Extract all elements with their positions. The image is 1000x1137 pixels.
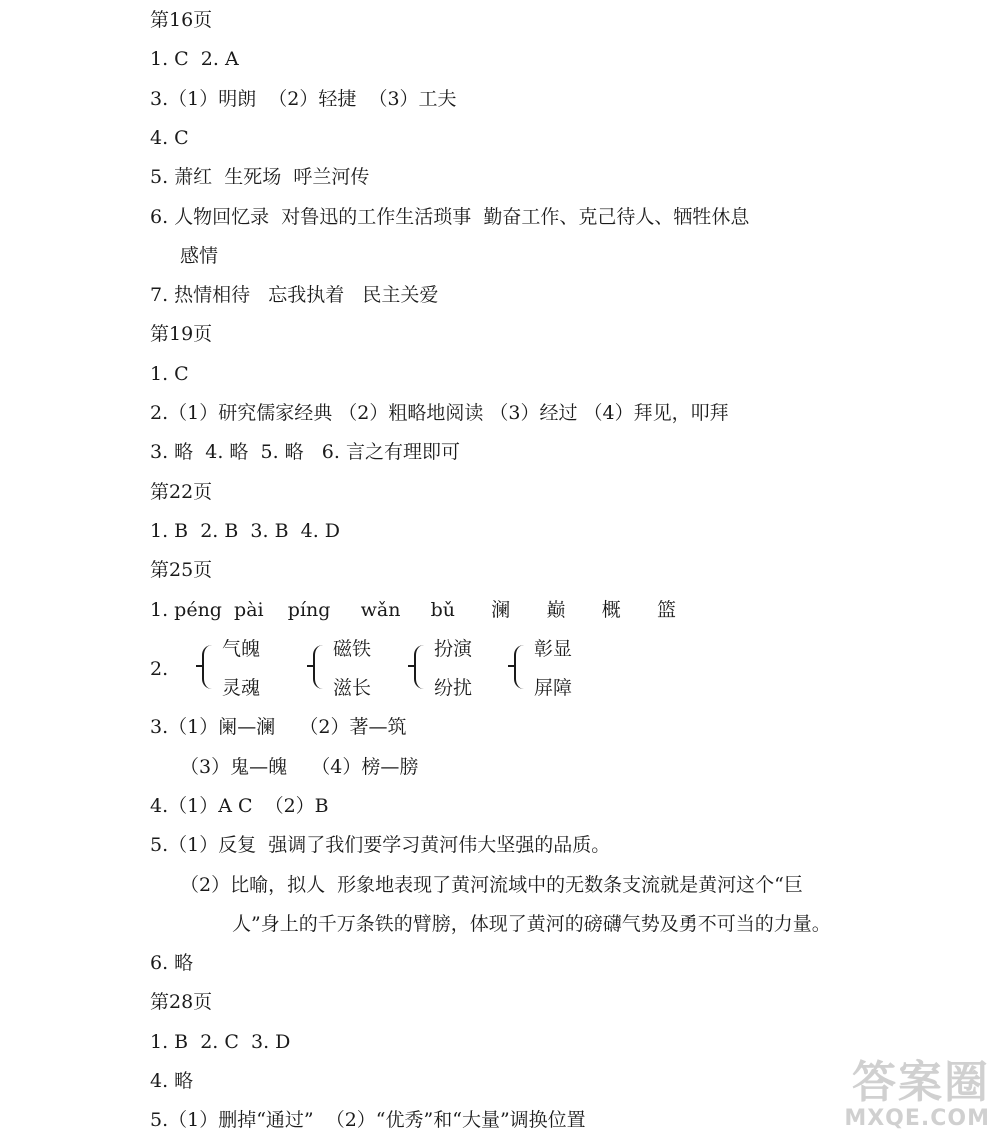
word-pair-bottom: 灵魂 xyxy=(222,677,261,699)
answer-line: 4. 略 xyxy=(150,1070,194,1092)
answer-line: 6. 人物回忆录 对鲁迅的工作生活琐事 勤奋工作、克己待人、牺牲休息 xyxy=(150,206,750,228)
answer-line: 1. C xyxy=(150,363,189,385)
page-heading: 第28页 xyxy=(150,991,213,1013)
word-pair-bottom: 屏障 xyxy=(534,677,573,699)
answer-line: 6. 略 xyxy=(150,952,194,974)
answer-line: 1. péng pài píng wǎn bǔ 澜 巅 概 篮 xyxy=(150,599,676,621)
word-pair-top: 扮演 xyxy=(434,638,473,660)
brace-icon xyxy=(414,645,428,689)
watermark-logo xyxy=(844,1059,990,1131)
answer-line: 7. 热情相待 忘我执着 民主关爱 xyxy=(150,284,439,306)
answer-line: 5.（1）反复 强调了我们要学习黄河伟大坚强的品质。 xyxy=(150,834,611,856)
answer-line: 3. 略 4. 略 5. 略 6. 言之有理即可 xyxy=(150,441,460,463)
answer-line: 4. C xyxy=(150,127,189,149)
brace-icon xyxy=(202,645,216,689)
answer-line: 2. xyxy=(150,658,169,680)
page-heading: 第25页 xyxy=(150,559,213,581)
answer-line: 1. B 2. B 3. B 4. D xyxy=(150,520,341,542)
answer-line: 1. C 2. A xyxy=(150,48,239,70)
answer-line: 5.（1）删掉“通过” （2）“优秀”和“大量”调换位置 xyxy=(150,1109,586,1131)
page-heading: 第19页 xyxy=(150,323,213,345)
answer-line: 4.（1）A C （2）B xyxy=(150,795,329,817)
answer-line: 感情 xyxy=(180,245,219,267)
answer-line: （2）比喻，拟人 形象地表现了黄河流域中的无数条支流就是黄河这个“巨 xyxy=(180,874,803,896)
answer-line: （3）鬼—魄 （4）榜—膀 xyxy=(180,756,419,778)
brace-icon xyxy=(514,645,528,689)
word-pair-top: 磁铁 xyxy=(333,638,372,660)
watermark-site: MXQE.COM xyxy=(844,1106,990,1131)
answer-line: 3.（1）明朗 （2）轻捷 （3）工夫 xyxy=(150,88,457,110)
answer-line: 1. B 2. C 3. D xyxy=(150,1031,291,1053)
page-heading: 第22页 xyxy=(150,481,213,503)
word-pair-bottom: 滋长 xyxy=(333,677,372,699)
word-pair-bottom: 纷扰 xyxy=(434,677,473,699)
brace-icon xyxy=(313,645,327,689)
answer-line: 2.（1）研究儒家经典 （2）粗略地阅读 （3）经过 （4）拜见，叩拜 xyxy=(150,402,729,424)
answer-line: 人”身上的千万条铁的臂膀，体现了黄河的磅礴气势及勇不可当的力量。 xyxy=(232,913,831,935)
word-pair-top: 气魄 xyxy=(222,638,261,660)
page-heading: 第16页 xyxy=(150,9,213,31)
answer-line: 3.（1）阑—澜 （2）著—筑 xyxy=(150,716,407,738)
answer-line: 5. 萧红 生死场 呼兰河传 xyxy=(150,166,370,188)
watermark-main: 答案圈 xyxy=(852,1057,990,1108)
word-pair-top: 彰显 xyxy=(534,638,573,660)
